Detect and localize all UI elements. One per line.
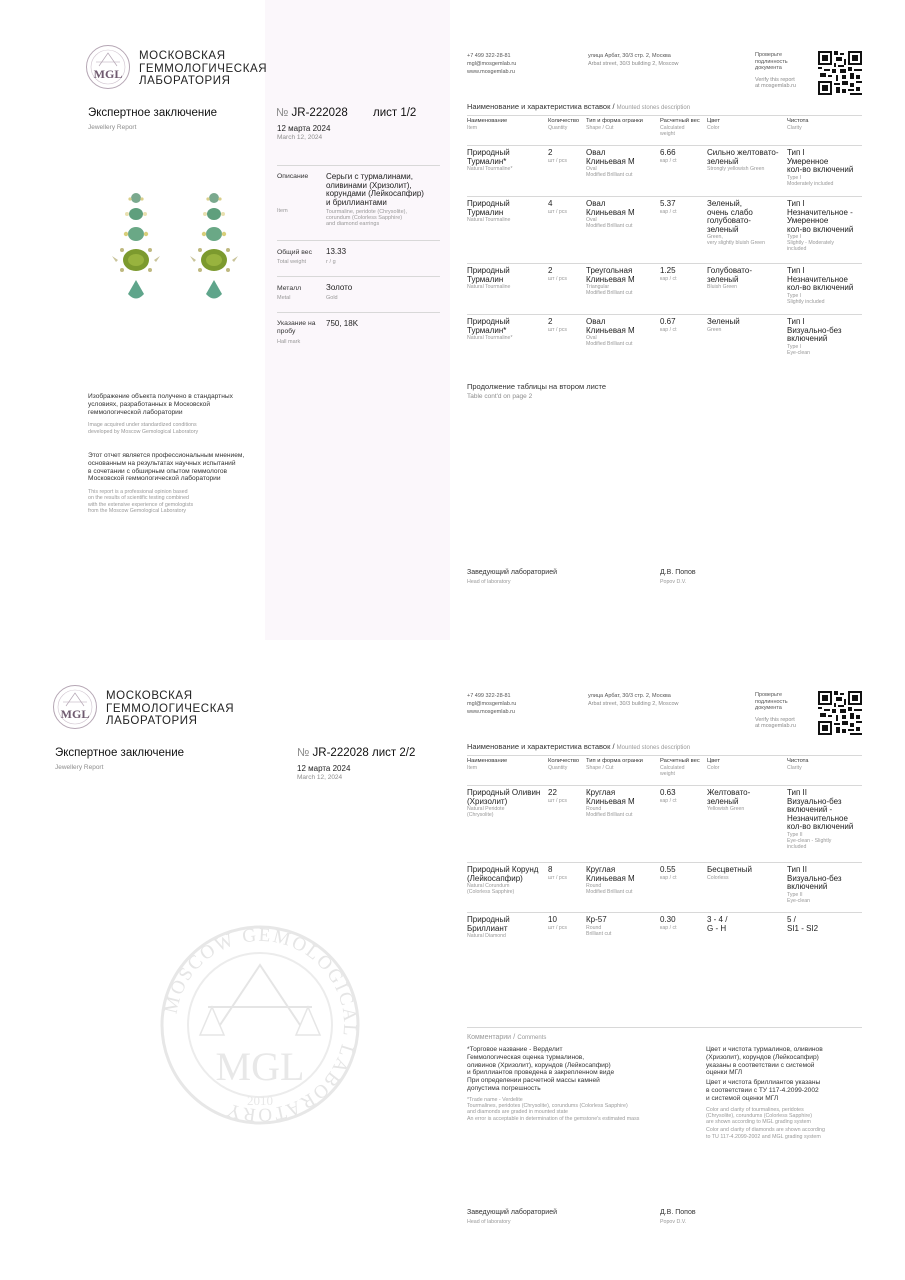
image-note: Изображение объекта получено в стандартных условиях, разработанных в Московской геммологической лаборатории Image acquired under standardized conditions developed by Moscow Gemological Laboratory	[88, 393, 233, 435]
svg-text:MGL: MGL	[215, 1044, 305, 1089]
table-row: Природный Турмалин Natural Tourmaline 4 шт / pcs Овал Клиньевая М Oval Modified Brilliant cut 5.37 кар / ct Зеленый, очень слабо голубовато- зеленый Green, very slightly bluish Green Тип I Незначительное - Умеренное кол-во включений Type I Slightly - Moderately included	[467, 199, 854, 252]
table-row: Природный Турмалин Natural Tourmaline 2 шт / pcs Треугольная Клиньевая М Triangular Modified Brilliant cut 1.25 кар / ct Голубовато- зеленый Bluish Green Тип I Незначительное кол-во включений Type I Slightly included	[467, 266, 854, 305]
svg-text:MGL: MGL	[60, 707, 90, 721]
stones-table-header: Наименование Item Количество Quantity Тип и форма огранки Shape / Cut Расчетный вес Calculated weight Цвет Color Чистота Clarity	[467, 758, 809, 777]
contacts-left: +7 499 322-28-81 mgl@mosgemlab.ru www.mosgemlab.ru	[467, 53, 517, 75]
contacts-address: улица Арбат, 30/3 стр. 2, Москва Arbat street, 30/3 building 2, Moscow	[588, 693, 679, 707]
table-continued: Продолжение таблицы на втором листе	[467, 382, 607, 391]
svg-text:MGL: MGL	[93, 67, 123, 81]
report-number: № JR-222028 лист 2/2	[297, 747, 416, 759]
table-row: Природный Турмалин* Natural Tourmaline* 2 шт / pcs Овал Клиньевая М Oval Modified Brilliant cut 6.66 кар / ct Сильно желтовато- зеленый Strongly yellowish Green Тип I Умеренное кол-во включений Type I Moderately included	[467, 148, 854, 187]
lab-name: МОСКОВСКАЯ ГЕММОЛОГИЧЕСКАЯ ЛАБОРАТОРИЯ	[106, 690, 235, 727]
opinion-note: Этот отчет является профессиональным мнением, основанным на результатах научных испытаний в сочетании с обширным опытом геммологов Московской геммологической лаборатории This report is a professional opinion based on the results of scientific testing combined with the extensive experience of gemologists from the Moscow Gemological Laboratory	[88, 452, 245, 515]
watermark-seal	[160, 915, 360, 1135]
table-row: Природный Оливин (Хризолит) Natural Peridote (Chrysolite) 22 шт / pcs Круглая Клиньевая М Round Modified Brilliant cut 0.63 кар / ct Желтовато- зеленый Yellowish Green Тип II Визуально-без включений - Незначительное кол-во включений Type II Eye-clean - Slightly included	[467, 788, 854, 850]
lab-name: МОСКОВСКАЯ ГЕММОЛОГИЧЕСКАЯ ЛАБОРАТОРИЯ	[139, 50, 268, 87]
comments-title: Комментарии / Comments	[467, 1032, 547, 1041]
verify-note: Проверьте подлинность документа Verify this report at mosgemlab.ru	[755, 52, 796, 89]
comments-left: *Торговое название - Верделит Геммологическая оценка турмалинов, оливинов (Хризолит), корундов (Лейкосапфир) и бриллиантов проведена в закрепленном виде При определении расчетной массы камней допустима погрешность *Trade name - Verdelite Tourmalines, peridotes (Chrysolite), corundums (Colorless Sapphire) and diamonds are graded in mounted state An error is acceptable in determination of the gemstone's estimated mass	[467, 1046, 640, 1122]
item-photo	[104, 190, 254, 320]
svg-text:MOSCOW GEMOLOGICAL LABORATORY: MOSCOW GEMOLOGICAL LABORATORY	[160, 924, 360, 1126]
table-continued-en: Table cont'd on page 2	[467, 393, 533, 400]
table-row: Природный Корунд (Лейкосапфир) Natural Corundum (Colorless Sapphire) 8 шт / pcs Круглая Клиньевая М Round Modified Brilliant cut 0.55 кар / ct Бесцветный Colorless Тип II Визуально-без включений Type II Eye-clean	[467, 865, 842, 904]
qr-code-icon	[818, 691, 862, 735]
mgl-logo-icon	[85, 44, 131, 90]
signature-name: Д.В. Попов	[660, 1209, 696, 1216]
report-date: 12 марта 2024	[297, 764, 351, 773]
mgl-logo-icon	[52, 684, 98, 730]
description-value: Серьги с турмалинами, оливинами (Хризолит), корундами (Лейкосапфир) и бриллиантами	[326, 172, 424, 207]
svg-text:2010: 2010	[247, 1093, 273, 1108]
report-title: Экспертное заключение	[88, 107, 218, 119]
report-title: Экспертное заключение	[55, 747, 185, 759]
signature-name: Д.В. Попов	[660, 569, 696, 576]
signature-role: Заведующий лабораторией	[467, 1209, 557, 1216]
stones-table-title: Наименование и характеристика вставок / Mounted stones description	[467, 102, 691, 111]
contacts-left: +7 499 322-28-81 mgl@mosgemlab.ru www.mosgemlab.ru	[467, 693, 517, 715]
report-date-en: March 12, 2024	[277, 134, 323, 141]
comments-right: Цвет и чистота турмалинов, оливинов (Хризолит), корундов (Лейкосапфир) указаны в соответствии с системой оценки МГЛ Цвет и чистота бриллиантов указаны в соответствии с ТУ 117-4.2099-2002 и системой оценки МГЛ Color and clarity of tourmalines, peridotes (Chrysolite), corundums (Colorless Sapphire) are shown according to MGL grading system Color and clarity of diamonds are shown according to TU 117-4.2099-2002 and MGL grading system	[706, 1046, 825, 1140]
table-row: Природный Турмалин* Natural Tourmaline* 2 шт / pcs Овал Клиньевая М Oval Modified Brilliant cut 0.67 кар / ct Зеленый Green Тип I Визуально-без включений Type I Eye-clean	[467, 317, 842, 356]
report-title-en: Jewellery Report	[88, 124, 137, 131]
mgl-logo	[85, 44, 131, 90]
stones-table-title: Наименование и характеристика вставок / Mounted stones description	[467, 742, 691, 751]
qr-code[interactable]	[818, 691, 862, 735]
earrings-image	[104, 190, 254, 320]
table-row: Природный Бриллиант Natural Diamond 10 шт / pcs Кр-57 Round Brilliant cut 0.30 кар / ct 3 - 4 / G - H 5 / SI1 - SI2	[467, 915, 819, 939]
qr-code-icon	[818, 51, 862, 95]
report-page-2: MGL МОСКОВСКАЯ ГЕММОЛОГИЧЕСКАЯ ЛАБОРАТОРИЯ Экспертное заключение Jewellery Report № JR-222028 лист 2/2 12 марта 2024 March 12, 2024 MOSCOW GEMOLOGICAL LABORATORY MGL 2010 +7 499 322-28-81 mgl@mosgemlab.ru www.mosgemlab.ru улица Арбат, 30/3 стр. 2, Москва Arbat street, 30/3 building 2, Moscow Проверьте подлинность документа Verify this report at mosgemlab.ru Наименование и характеристика вставок / Mounted stones description Наименование Item Количество Quantity Тип и форма огранки Shape / Cut Расчетный вес Calculated weight Цвет Color Чистота Clarity Природный Оливин (Хризолит) Natural Peridote (Chrysolite) 22 шт / pcs Круглая Клиньевая М Round Modified Brilliant cut 0.63 кар / ct Желтовато- зеленый Yellowish Green Тип II Визуально-без включений - Незначительное кол-во включений Type II Eye-clean - Slightly included Природный Корунд (Лейкосапфир) Natural Corundum (Colorless Sapphire) 8 шт / pcs Круглая Клиньевая М Round Modified Brilliant cut 0.55 кар / ct Бесцветный Colorless Тип II Визуально-без включений Type II Eye-clean Природный Бриллиант Natural Diamond 10 шт / pcs Кр-57 Round Brilliant cut 0.30 кар / ct 3 - 4 / G - H 5 / SI1 - SI2 Комментарии / Comments *Торговое название - Верделит Геммологическая оценка турмалинов, оливинов (Хризолит), корундов (Лейкосапфир) и бриллиантов проведена в закрепленном виде При определении расчетной массы камней допустима погрешность *Trade name - Verdelite Tourmalines, peridotes (Chrysolite), corundums (Colorless Sapphire) and diamonds are graded in mounted state An error is acceptable in determination of the gemstone's estimated mass Цвет и чистота турмалинов, оливинов (Хризолит), корундов (Лейкосапфир) указаны в соответствии с системой оценки МГЛ Цвет и чистота бриллиантов указаны в соответствии с ТУ 117-4.2099-2002 и системой оценки МГЛ Color and clarity of tourmalines, peridotes (Chrysolite), corundums (Colorless Sapphire) are shown according to MGL grading system Color and clarity of diamonds are shown according to TU 117-4.2099-2002 and MGL grading system Заведующий лабораторией Head of laboratory Д.В. Попов Popov D.V.	[0, 640, 905, 1280]
seal-icon	[160, 915, 360, 1135]
report-number: № JR-222028	[276, 107, 348, 119]
mgl-logo	[52, 684, 98, 730]
signature-role: Заведующий лабораторией	[467, 569, 557, 576]
verify-note: Проверьте подлинность документа Verify this report at mosgemlab.ru	[755, 692, 796, 729]
report-date: 12 марта 2024	[277, 124, 331, 133]
stones-table-header: Наименование Item Количество Quantity Тип и форма огранки Shape / Cut Расчетный вес Calculated weight Цвет Color Чистота Clarity	[467, 118, 809, 137]
report-page-1: MGL МОСКОВСКАЯ ГЕММОЛОГИЧЕСКАЯ ЛАБОРАТОРИЯ Экспертное заключение Jewellery Report № JR-222028 лист 1/2 12 марта 2024 March 12, 2024 Описание Item Серьги с турмалинами, оливинами (Хризолит), корундами (Лейкосапфир) и бриллиантами Tourmaline, peridote (Chrysolite), corundum (Colorless Sapphire) and diamond earrings Общий вес Total weight 13.33 г / g Металл Metal Золото Gold Указание на пробу Hall mark 750, 18K Изображение объекта получено в стандартных условиях, разработанных в Московской геммологической лаборатории Image acquired under standardized conditions developed by Moscow Gemological Laboratory Этот отчет является профессиональным мнением, основанным на результатах научных испытаний в сочетании с обширным опытом геммологов Московской геммологической лаборатории This report is a professional opinion based on the results of scientific testing combined with the extensive experience of gemologists from the Moscow Gemological Laboratory +7 499 322-28-81 mgl@mosgemlab.ru www.mosgemlab.ru улица Арбат, 30/3 стр. 2, Москва Arbat street, 30/3 building 2, Moscow Проверьте подлинность документа Verify this report at mosgemlab.ru Наименование и характеристика вставок / Mounted stones description Наименование Item Количество Quantity Тип и форма огранки Shape / Cut Расчетный вес Calculated weight Цвет Color Чистота Clarity Природный Турмалин* Natural Tourmaline* 2 шт / pcs Овал Клиньевая М Oval Modified Brilliant cut 6.66 кар / ct Сильно желтовато- зеленый Strongly yellowish Green Тип I Умеренное кол-во включений Type I Moderately included Природный Турмалин Natural Tourmaline 4 шт / pcs Овал Клиньевая М Oval Modified Brilliant cut 5.37 кар / ct Зеленый, очень слабо голубовато- зеленый Green, very slightly bluish Green Тип I Незначительное - Умеренное кол-во включений Type I Slightly - Moderately included Природный Турмалин Natural Tourmaline 2 шт / pcs Треугольная Клиньевая М Triangular Modified Brilliant cut 1.25 кар / ct Голубовато- зеленый Bluish Green Тип I Незначительное кол-во включений Type I Slightly included Природный Турмалин* Natural Tourmaline* 2 шт / pcs Овал Клиньевая М Oval Modified Brilliant cut 0.67 кар / ct Зеленый Green Тип I Визуально-без включений Type I Eye-clean Продолжение таблицы на втором листе Table cont'd on page 2 Заведующий лабораторией Head of laboratory Д.В. Попов Popov D.V.	[0, 0, 905, 640]
sheet-number: лист 1/2	[373, 107, 417, 119]
qr-code[interactable]	[818, 51, 862, 95]
contacts-address: улица Арбат, 30/3 стр. 2, Москва Arbat street, 30/3 building 2, Moscow	[588, 53, 679, 67]
